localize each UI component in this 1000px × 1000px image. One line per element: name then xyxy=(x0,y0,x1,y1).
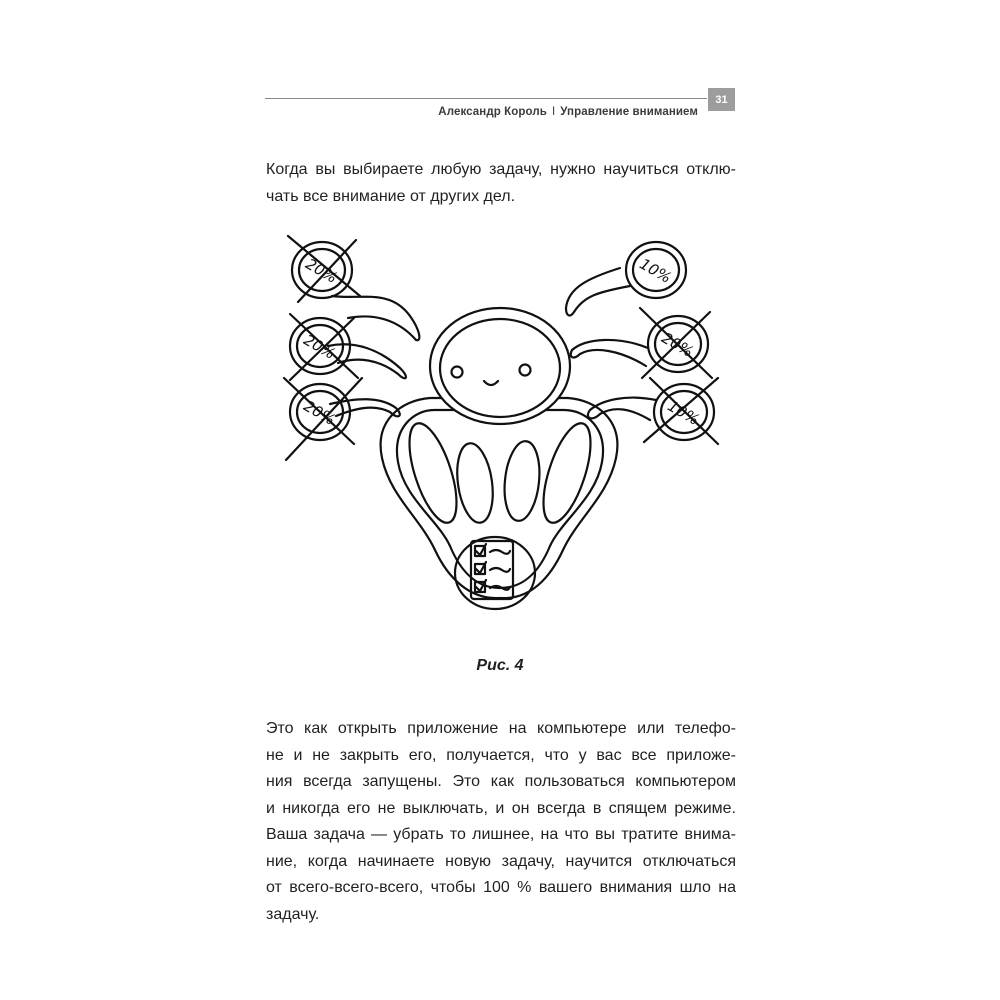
right-badge-2-label: 20% xyxy=(658,328,697,361)
paragraph-line: Ваша задача — убрать то лишнее, на что вы тратите внима- xyxy=(266,826,736,843)
author-name: Александр Король xyxy=(438,106,547,118)
doll-head-outer xyxy=(430,308,570,424)
paragraph-line: не и не закрыть его, получается, что у вас все приложе- xyxy=(266,746,736,764)
left-badge-1-label: 20% xyxy=(302,254,341,287)
paragraph-line: чать все внимание от других дел. xyxy=(266,187,516,205)
paragraph-line: от всего-всего-всего, чтобы 100 % вашего внимания шло на xyxy=(266,879,736,896)
right-arm-oval xyxy=(534,418,600,528)
right-tentacle-2 xyxy=(571,340,648,366)
running-head xyxy=(438,106,698,118)
paragraph-line: и никогда его не выключать, и он всегда в спящем режиме. xyxy=(266,799,736,817)
left-tentacle-1 xyxy=(332,296,419,340)
left-badge-2-label: 20% xyxy=(300,330,339,363)
paragraph-line: ния всегда запущены. Это как пользоваться компьютером xyxy=(266,773,736,790)
figure-caption: Рис. 4 xyxy=(476,657,524,674)
header-separator: I xyxy=(551,106,556,118)
paragraph-line: ние, когда начинаете новую задачу, научится отключаться xyxy=(266,852,736,870)
paragraph-intro xyxy=(266,157,736,210)
left-badge-3-label: 20% xyxy=(300,396,339,429)
paragraph-body xyxy=(266,716,736,928)
center-right-oval xyxy=(501,439,543,522)
paragraph-line: задачу. xyxy=(266,905,320,923)
book-title: Управление вниманием xyxy=(560,106,698,118)
page-number: 31 xyxy=(708,88,735,111)
center-left-oval xyxy=(453,441,498,525)
right-badge-3-label: 10% xyxy=(664,396,703,429)
figure-illustration xyxy=(270,228,730,638)
doll-body-inner xyxy=(397,410,603,588)
right-tentacle-1 xyxy=(566,268,630,315)
paragraph-line: Это как открыть приложение на компьютере или телефо- xyxy=(266,720,736,737)
paragraph-line: Когда вы выбираете любую задачу, нужно научиться отклю- xyxy=(266,161,736,178)
header-rule xyxy=(265,98,707,99)
right-badge-1-label: 10% xyxy=(636,254,675,287)
